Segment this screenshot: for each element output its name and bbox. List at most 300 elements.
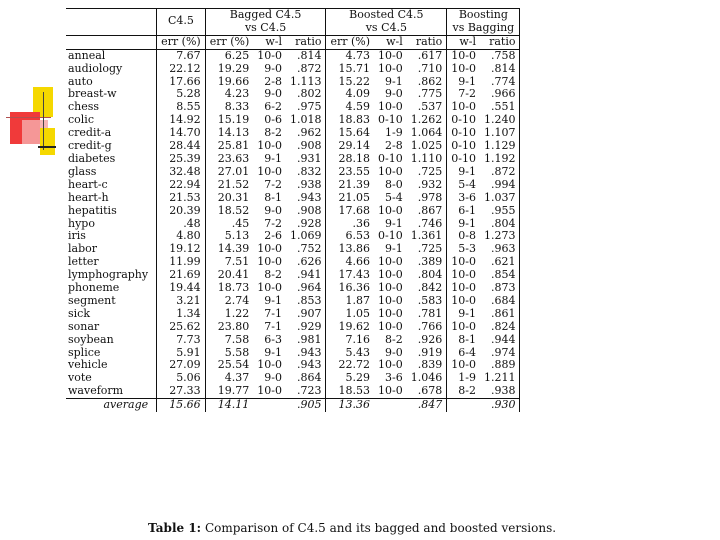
table-row (66, 334, 520, 347)
cell-bst-wl: 8-2 (385, 332, 403, 346)
cell-bvb-ratio: 1.129 (480, 140, 520, 153)
cell-bag-err: 27.01 (217, 164, 250, 178)
cell-c45: 14.92 (157, 114, 206, 127)
cell-bag-wl: 9-0 (264, 61, 282, 75)
cell-bst-ratio: .617 (407, 49, 447, 62)
cell-bst-wl (374, 399, 407, 412)
cell-bvb-wl (447, 399, 480, 412)
cell-bst-err: 22.72 (338, 358, 371, 372)
table-row (66, 76, 520, 89)
cell-bag-wl: 9-0 (264, 371, 282, 385)
dataset-name: colic (68, 113, 94, 127)
cell-bvb-wl: 0-8 (458, 229, 476, 243)
dataset-name: auto (68, 74, 93, 88)
cell-bag-ratio: .928 (286, 218, 326, 231)
cell-bag-err: 25.54 (217, 358, 250, 372)
column-header: w-l (447, 35, 480, 49)
cell-bst-err: 4.73 (345, 48, 371, 62)
cell-c45: 19.12 (157, 243, 206, 256)
cell-bag-wl: 7-2 (264, 216, 282, 230)
cell-bst-err: 4.66 (345, 255, 371, 269)
cell-bst-err: 4.59 (345, 100, 371, 114)
decorative-vertical-line (43, 92, 44, 150)
cell-bst-ratio: .725 (407, 243, 447, 256)
cell-bvb-wl: 6-1 (458, 203, 476, 217)
cell-bag-err: 8.33 (224, 100, 250, 114)
table-row (66, 205, 520, 218)
cell-bst-err: 15.71 (338, 61, 371, 75)
cell-bvb-ratio: .872 (480, 166, 520, 179)
cell-bag-ratio: .941 (286, 269, 326, 282)
cell-bag-err: 19.29 (217, 61, 250, 75)
cell-bst-err: 13.86 (338, 242, 371, 256)
dataset-name: heart-c (68, 177, 108, 191)
cell-bag-wl (253, 399, 286, 412)
decorative-dark-line (38, 146, 56, 148)
dataset-name: credit-g (68, 139, 112, 153)
dataset-name: heart-h (68, 190, 109, 204)
cell-bag-ratio: .964 (286, 282, 326, 295)
cell-bst-wl: 0-10 (378, 229, 403, 243)
cell-bag-wl: 2-8 (264, 74, 282, 88)
cell-bst-err: 18.83 (338, 113, 371, 127)
cell-bag-ratio: .931 (286, 153, 326, 166)
cell-c45: 5.91 (157, 347, 206, 360)
cell-c45: 7.67 (157, 49, 206, 62)
dataset-name: credit-a (68, 126, 112, 140)
dataset-name: anneal (68, 48, 106, 62)
cell-bvb-ratio: 1.107 (480, 127, 520, 140)
cell-bst-ratio: 1.110 (407, 153, 447, 166)
cell-bst-err: 19.62 (338, 319, 371, 333)
cell-bvb-ratio: .814 (480, 63, 520, 76)
cell-bst-wl: 10-0 (378, 358, 403, 372)
cell-bag-ratio: .907 (286, 308, 326, 321)
table-row (66, 282, 520, 295)
cell-bag-err: 18.52 (217, 203, 250, 217)
cell-bst-ratio: 1.046 (407, 372, 447, 385)
cell-bag-ratio: .853 (286, 295, 326, 308)
cell-bvb-wl: 10-0 (451, 358, 476, 372)
cell-bvb-ratio: .938 (480, 385, 520, 398)
cell-c45: 28.44 (157, 140, 206, 153)
column-header: w-l (374, 35, 407, 49)
cell-bvb-ratio: .684 (480, 295, 520, 308)
cell-bag-err: 14.39 (217, 242, 250, 256)
cell-bst-wl: 9-1 (385, 216, 403, 230)
cell-bst-err: 7.16 (345, 332, 371, 346)
cell-bst-ratio: .839 (407, 359, 447, 372)
cell-bst-err: .36 (352, 216, 371, 230)
cell-bst-ratio: 1.025 (407, 140, 447, 153)
cell-c45: 5.06 (157, 372, 206, 385)
column-header: ratio (286, 35, 326, 49)
table-row (66, 230, 520, 243)
cell-c45: .48 (157, 218, 206, 231)
cell-bvb-ratio: .944 (480, 334, 520, 347)
cell-bst-ratio: .804 (407, 269, 447, 282)
cell-c45: 19.44 (157, 282, 206, 295)
column-header: w-l (253, 35, 286, 49)
column-header: err (%) (205, 35, 253, 49)
cell-bvb-wl: 8-2 (458, 384, 476, 398)
cell-bag-ratio: .962 (286, 127, 326, 140)
cell-bag-wl: 9-1 (264, 151, 282, 165)
cell-bst-ratio: .842 (407, 282, 447, 295)
cell-bst-ratio: .847 (407, 399, 447, 412)
cell-bvb-ratio: .774 (480, 76, 520, 89)
cell-c45: 11.99 (157, 256, 206, 269)
cell-bag-err: 7.51 (224, 255, 250, 269)
dataset-name: breast-w (68, 87, 117, 101)
cell-bag-ratio: .908 (286, 140, 326, 153)
group-header-c45: C4.5 (157, 9, 206, 36)
cell-bst-wl: 10-0 (378, 164, 403, 178)
table-row (66, 179, 520, 192)
cell-bag-ratio: .752 (286, 243, 326, 256)
cell-bst-wl: 10-0 (378, 100, 403, 114)
dataset-name: sonar (68, 319, 100, 333)
decorative-horizontal-line (6, 117, 51, 118)
cell-bvb-ratio: .861 (480, 308, 520, 321)
dataset-name: phoneme (68, 281, 120, 295)
column-header: err (%) (326, 35, 374, 49)
cell-bag-ratio: .802 (286, 88, 326, 101)
dataset-name: diabetes (68, 151, 116, 165)
table-row (66, 49, 520, 62)
cell-bag-err: 19.66 (217, 74, 250, 88)
cell-bvb-ratio: 1.240 (480, 114, 520, 127)
cell-bst-wl: 10-0 (378, 319, 403, 333)
cell-bag-wl: 8-2 (264, 126, 282, 140)
cell-bag-wl: 6-2 (264, 100, 282, 114)
cell-bst-ratio: .978 (407, 192, 447, 205)
table-row (66, 385, 520, 398)
table-body (66, 49, 520, 412)
cell-bag-ratio: .908 (286, 205, 326, 218)
cell-bst-wl: 10-0 (378, 384, 403, 398)
cell-bag-err: 20.31 (217, 190, 250, 204)
cell-bag-err: 14.11 (205, 399, 253, 412)
cell-bag-wl: 10-0 (257, 384, 282, 398)
group-header-boost-vs-bag: Boosting vs Bagging (447, 9, 520, 36)
average-row (66, 399, 520, 412)
dataset-name: letter (68, 255, 99, 269)
cell-bvb-ratio: 1.192 (480, 153, 520, 166)
cell-bst-wl: 0-10 (378, 151, 403, 165)
cell-bag-err: 14.13 (217, 126, 250, 140)
cell-bag-wl: 2-6 (264, 229, 282, 243)
table-row (66, 359, 520, 372)
cell-c45: 1.34 (157, 308, 206, 321)
cell-bag-wl: 0-6 (264, 113, 282, 127)
cell-bst-err: 29.14 (338, 139, 371, 153)
average-label: average (66, 399, 157, 412)
cell-bst-err: 5.29 (345, 371, 371, 385)
cell-bvb-ratio: .974 (480, 347, 520, 360)
table-row (66, 321, 520, 334)
cell-bag-err: .45 (231, 216, 250, 230)
cell-bst-ratio: .932 (407, 179, 447, 192)
cell-bst-wl: 10-0 (378, 61, 403, 75)
cell-bst-ratio: .775 (407, 88, 447, 101)
table-row (66, 166, 520, 179)
cell-bst-wl: 10-0 (378, 306, 403, 320)
cell-bst-err: 5.43 (345, 345, 371, 359)
cell-bst-ratio: 1.064 (407, 127, 447, 140)
dataset-name: labor (68, 242, 97, 256)
dataset-name: soybean (68, 332, 114, 346)
cell-bst-err: 13.36 (326, 399, 374, 412)
cell-bst-wl: 10-0 (378, 268, 403, 282)
cell-bst-wl: 10-0 (378, 203, 403, 217)
cell-c45: 32.48 (157, 166, 206, 179)
cell-bst-wl: 1-9 (385, 126, 403, 140)
cell-bvb-wl: 5-3 (458, 242, 476, 256)
cell-c45: 15.66 (157, 399, 206, 412)
cell-bag-err: 15.19 (217, 113, 250, 127)
cell-bag-wl: 10-0 (257, 242, 282, 256)
cell-bvb-wl: 1-9 (458, 371, 476, 385)
cell-bvb-wl: 0-10 (451, 139, 476, 153)
cell-bst-err: 6.53 (345, 229, 371, 243)
cell-bag-wl: 7-1 (264, 306, 282, 320)
cell-bvb-ratio: .804 (480, 218, 520, 231)
cell-bst-err: 21.05 (338, 190, 371, 204)
cell-bvb-wl: 3-6 (458, 190, 476, 204)
cell-bag-err: 5.58 (224, 345, 250, 359)
cell-bst-wl: 9-0 (385, 345, 403, 359)
cell-bvb-wl: 9-1 (458, 74, 476, 88)
cell-bag-err: 6.25 (224, 48, 250, 62)
cell-bag-err: 1.22 (224, 306, 250, 320)
cell-bvb-wl: 0-10 (451, 126, 476, 140)
cell-c45: 21.69 (157, 269, 206, 282)
cell-bag-wl: 9-0 (264, 203, 282, 217)
column-header: ratio (407, 35, 447, 49)
cell-bvb-wl: 10-0 (451, 255, 476, 269)
cell-bvb-wl: 10-0 (451, 281, 476, 295)
cell-bvb-ratio: .930 (480, 399, 520, 412)
cell-c45: 14.70 (157, 127, 206, 140)
cell-bst-ratio: .678 (407, 385, 447, 398)
dataset-name: iris (68, 229, 86, 243)
cell-c45: 25.62 (157, 321, 206, 334)
cell-bag-wl: 6-3 (264, 332, 282, 346)
cell-bag-ratio: .975 (286, 101, 326, 114)
cell-c45: 4.80 (157, 230, 206, 243)
cell-bag-err: 5.13 (224, 229, 250, 243)
cell-bag-ratio: .723 (286, 385, 326, 398)
dataset-name: hypo (68, 216, 95, 230)
cell-bvb-ratio: .621 (480, 256, 520, 269)
group-header-boosted: Boosted C4.5 vs C4.5 (326, 9, 447, 36)
table-caption (148, 521, 556, 535)
cell-bvb-wl: 9-1 (458, 216, 476, 230)
cell-c45: 27.09 (157, 359, 206, 372)
table-row (66, 153, 520, 166)
cell-bvb-ratio: .966 (480, 88, 520, 101)
group-header-bagged: Bagged C4.5 vs C4.5 (205, 9, 326, 36)
cell-bag-ratio: 1.018 (286, 114, 326, 127)
caption-label: Table 1: (148, 521, 202, 535)
cell-bvb-ratio: .955 (480, 205, 520, 218)
cell-bst-wl: 9-1 (385, 242, 403, 256)
cell-bag-err: 21.52 (217, 177, 250, 191)
dataset-name: hepatitis (68, 203, 117, 217)
cell-bag-ratio: .832 (286, 166, 326, 179)
cell-bag-ratio: .814 (286, 49, 326, 62)
cell-bst-ratio: .537 (407, 101, 447, 114)
cell-bst-err: 15.64 (338, 126, 371, 140)
cell-bag-err: 23.63 (217, 151, 250, 165)
cell-bvb-wl: 0-10 (451, 113, 476, 127)
cell-bag-ratio: .626 (286, 256, 326, 269)
cell-bst-ratio: .583 (407, 295, 447, 308)
cell-bst-ratio: .710 (407, 63, 447, 76)
cell-bag-ratio: .981 (286, 334, 326, 347)
results-table (66, 8, 520, 412)
cell-bag-err: 4.37 (224, 371, 250, 385)
cell-bst-wl: 5-4 (385, 190, 403, 204)
cell-bvb-wl: 10-0 (451, 48, 476, 62)
cell-bag-ratio: 1.113 (286, 76, 326, 89)
cell-bag-ratio: 1.069 (286, 230, 326, 243)
table-row (66, 295, 520, 308)
cell-c45: 5.28 (157, 88, 206, 101)
cell-bag-ratio: .929 (286, 321, 326, 334)
cell-bag-wl: 7-1 (264, 319, 282, 333)
cell-bvb-wl: 10-0 (451, 100, 476, 114)
cell-bst-wl: 0-10 (378, 113, 403, 127)
cell-bag-wl: 9-1 (264, 293, 282, 307)
cell-c45: 25.39 (157, 153, 206, 166)
cell-c45: 27.33 (157, 385, 206, 398)
cell-bag-wl: 10-0 (257, 164, 282, 178)
cell-bst-ratio: .746 (407, 218, 447, 231)
cell-bst-wl: 10-0 (378, 48, 403, 62)
column-header: err (%) (157, 35, 206, 49)
cell-bvb-ratio: .758 (480, 49, 520, 62)
cell-bst-wl: 9-1 (385, 74, 403, 88)
cell-bvb-ratio: 1.273 (480, 230, 520, 243)
cell-bag-wl: 10-0 (257, 358, 282, 372)
cell-bvb-wl: 10-0 (451, 61, 476, 75)
cell-c45: 17.66 (157, 76, 206, 89)
dataset-name: audiology (68, 61, 123, 75)
cell-bst-wl: 10-0 (378, 281, 403, 295)
cell-bst-err: 21.39 (338, 177, 371, 191)
cell-bag-wl: 10-0 (257, 281, 282, 295)
cell-bst-wl: 10-0 (378, 255, 403, 269)
cell-bag-ratio: .872 (286, 63, 326, 76)
dataset-name: waveform (68, 384, 124, 398)
cell-bag-err: 19.77 (217, 384, 250, 398)
cell-bag-ratio: .905 (286, 399, 326, 412)
cell-c45: 20.39 (157, 205, 206, 218)
cell-bst-ratio: .867 (407, 205, 447, 218)
cell-bvb-wl: 8-1 (458, 332, 476, 346)
table-row (66, 63, 520, 76)
cell-bst-err: 1.05 (345, 306, 371, 320)
cell-bst-ratio: 1.361 (407, 230, 447, 243)
cell-bvb-ratio: 1.211 (480, 372, 520, 385)
cell-bag-wl: 8-2 (264, 268, 282, 282)
dataset-name: segment (68, 293, 116, 307)
cell-c45: 7.73 (157, 334, 206, 347)
cell-bst-err: 23.55 (338, 164, 371, 178)
cell-bag-ratio: .943 (286, 359, 326, 372)
cell-bst-err: 17.43 (338, 268, 371, 282)
cell-bst-wl: 2-8 (385, 139, 403, 153)
cell-bvb-wl: 0-10 (451, 151, 476, 165)
dataset-name: splice (68, 345, 101, 359)
dataset-name: lymphography (68, 268, 149, 282)
table-row (66, 192, 520, 205)
cell-bag-err: 20.41 (217, 268, 250, 282)
cell-bag-wl: 9-0 (264, 87, 282, 101)
cell-bst-err: 16.36 (338, 281, 371, 295)
cell-c45: 22.12 (157, 63, 206, 76)
cell-bag-wl: 7-2 (264, 177, 282, 191)
cell-bvb-wl: 10-0 (451, 319, 476, 333)
cell-bst-ratio: .389 (407, 256, 447, 269)
table-row (66, 308, 520, 321)
caption-text: Comparison of C4.5 and its bagged and boosted versions. (204, 521, 557, 535)
cell-bst-wl: 3-6 (385, 371, 403, 385)
column-header: ratio (480, 35, 520, 49)
cell-bst-ratio: .862 (407, 76, 447, 89)
cell-bst-err: 28.18 (338, 151, 371, 165)
cell-bvb-ratio: .963 (480, 243, 520, 256)
cell-bst-ratio: .725 (407, 166, 447, 179)
cell-bag-err: 7.58 (224, 332, 250, 346)
cell-bst-err: 4.09 (345, 87, 371, 101)
cell-bst-ratio: .919 (407, 347, 447, 360)
cell-c45: 22.94 (157, 179, 206, 192)
cell-bst-err: 1.87 (345, 293, 371, 307)
cell-bvb-wl: 10-0 (451, 268, 476, 282)
sub-header-row (66, 35, 520, 49)
cell-bvb-wl: 10-0 (451, 293, 476, 307)
cell-bst-err: 17.68 (338, 203, 371, 217)
cell-bag-wl: 8-1 (264, 190, 282, 204)
cell-bvb-wl: 6-4 (458, 345, 476, 359)
cell-bst-ratio: .781 (407, 308, 447, 321)
cell-bst-err: 18.53 (338, 384, 371, 398)
cell-bvb-wl: 9-1 (458, 164, 476, 178)
cell-bvb-ratio: 1.037 (480, 192, 520, 205)
cell-bvb-ratio: .824 (480, 321, 520, 334)
group-header-row (66, 9, 520, 36)
cell-bag-wl: 10-0 (257, 48, 282, 62)
cell-bst-ratio: 1.262 (407, 114, 447, 127)
cell-c45: 8.55 (157, 101, 206, 114)
dataset-name: vote (68, 371, 92, 385)
cell-bst-wl: 8-0 (385, 177, 403, 191)
cell-bag-ratio: .938 (286, 179, 326, 192)
cell-bvb-wl: 9-1 (458, 306, 476, 320)
cell-bag-err: 18.73 (217, 281, 250, 295)
cell-c45: 3.21 (157, 295, 206, 308)
cell-bag-ratio: .943 (286, 347, 326, 360)
dataset-name: sick (68, 306, 90, 320)
cell-bst-wl: 9-0 (385, 87, 403, 101)
cell-bst-wl: 10-0 (378, 293, 403, 307)
cell-bag-err: 2.74 (224, 293, 250, 307)
cell-bag-err: 23.80 (217, 319, 250, 333)
cell-bvb-ratio: .551 (480, 101, 520, 114)
